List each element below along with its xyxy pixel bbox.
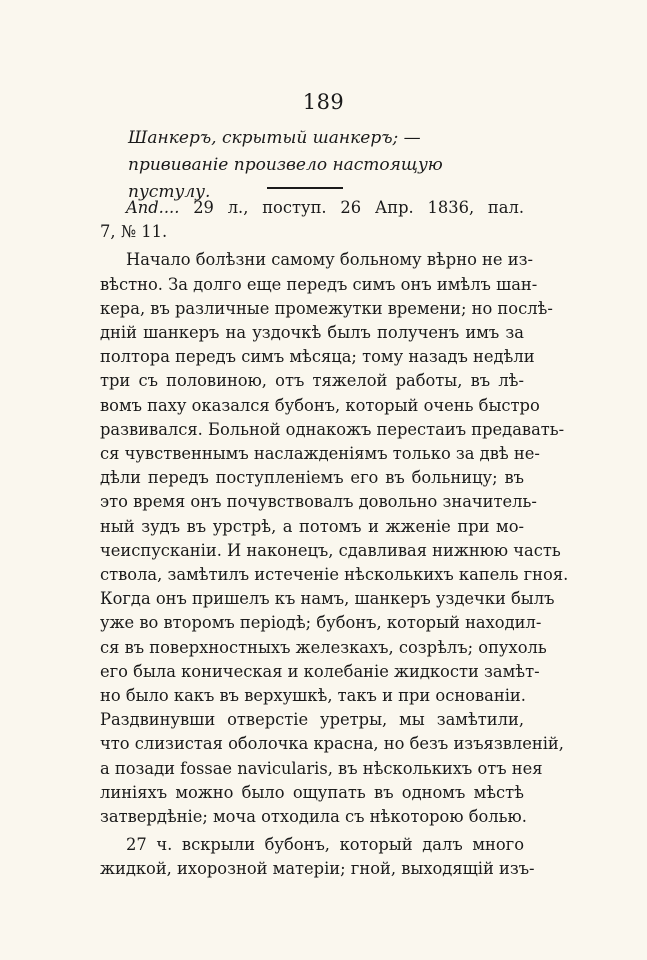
text-line: ся въ поверхностныхъ железкахъ, созрѣлъ; опухоль [100, 637, 547, 657]
text-line: кера, въ различные промежутки времени; но послѣ- [100, 298, 553, 318]
case-heading: Шанкеръ, скрытый шанкеръ; — прививаніе произвело настоящую пустулу. [128, 128, 443, 202]
text-line: Когда онъ пришелъ къ намъ, шанкеръ уздечки былъ [100, 589, 555, 609]
paragraph-1 [100, 248, 569, 829]
text-line: линіяхъ можно было ощупать въ одномъ мѣстѣ [100, 782, 524, 802]
paragraph-2 [100, 833, 535, 881]
text-line: это время онъ почувствовалъ довольно значитель- [100, 492, 537, 512]
text-line: дній шанкеръ на уздочкѣ былъ полученъ имъ за [100, 323, 524, 343]
text-line: три съ половиною, отъ тяжелой работы, въ лѣ- [100, 371, 524, 391]
text-line: 27 ч. вскрыли бубонъ, который далъ много [126, 835, 524, 855]
page-number: 189 [302, 90, 345, 114]
case-patient-name: And.... [126, 198, 180, 217]
text-line: вомъ паху оказался бубонъ, который очень быстро [100, 395, 540, 415]
text-line: вѣстно. За долго еще передъ симъ онъ имѣлъ шан- [100, 274, 538, 294]
text-line: развивался. Больной однакожъ перестаиъ предавать- [100, 419, 565, 439]
text-line: ся чувственнымъ наслажденіямъ только за двѣ не- [100, 444, 540, 464]
text-line: дѣли передъ поступленіемъ его въ больницу; въ [100, 468, 524, 488]
text-line: Начало болѣзни самому больному вѣрно не из- [126, 250, 533, 270]
text-line: чеиспусканіи. И наконецъ, сдавливая нижнюю часть [100, 540, 561, 560]
divider-rule [267, 187, 343, 189]
text-line: но было какъ въ верхушкѣ, такъ и при основаніи. [100, 686, 526, 706]
case-header [100, 196, 524, 244]
text-line: полтора передъ симъ мѣсяца; тому назадъ недѣли [100, 347, 535, 367]
text-line: жидкой, ихорозной матеріи; гной, выходящій изъ- [100, 859, 535, 879]
case-header-line-1 [100, 196, 524, 220]
case-details: 29 л., поступ. 26 Апр. 1836, пал. [193, 198, 524, 217]
text-line: затвердѣніе; моча отходила съ нѣкоторою болью. [100, 807, 527, 827]
text-line: ствола, замѣтилъ истеченіе нѣсколькихъ капель гноя. [100, 565, 569, 585]
body-text [100, 196, 569, 882]
text-line: ный зудъ въ урстрѣ, а потомъ и жженіе при мо- [100, 516, 524, 536]
text-line: а позади fossae navicularis, въ нѣсколькихъ отъ нея [100, 758, 543, 778]
text-line: Раздвинувши отверстіе уретры, мы замѣтили, [100, 710, 524, 730]
case-header-line-2: 7, № 11. [100, 222, 168, 242]
text-line: уже во второмъ періодѣ; бубонъ, который находил- [100, 613, 542, 633]
text-line: его была коническая и колебаніе жидкости замѣт- [100, 661, 540, 681]
text-line: что слизистая оболочка красна, но безъ изъязвленій, [100, 734, 564, 754]
